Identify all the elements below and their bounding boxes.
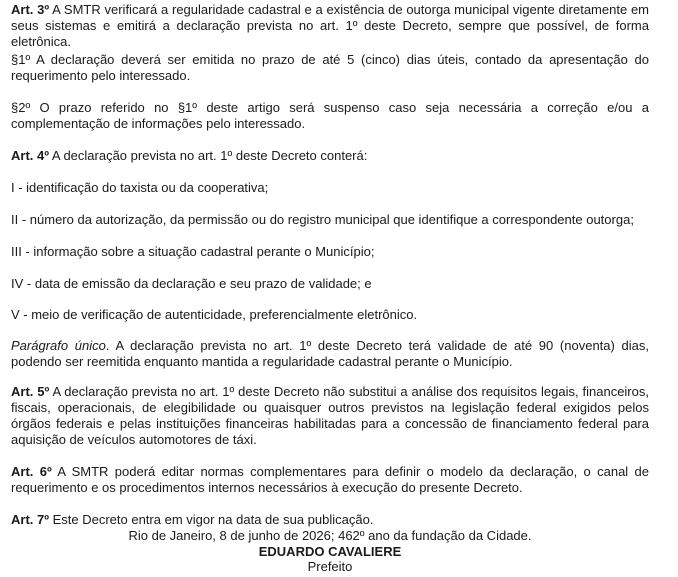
article-4-text: A declaração prevista no art. 1º deste Decreto conterá: (48, 148, 368, 163)
article-3-paragraph-1: §1º A declaração deverá ser emitida no prazo de até 5 (cinco) dias úteis, contado da apresentação do requerimento pelo interessado. (11, 52, 649, 83)
sole-paragraph-label: Parágrafo único (11, 338, 106, 353)
article-6 (11, 464, 649, 496)
article-7-label: Art. 7º (11, 512, 49, 527)
article-4-item-ii: II - número da autorização, da permissão ou do registro municipal que identifique a correspondente outorga; (11, 212, 634, 227)
article-4-item-iv: IV - data de emissão da declaração e seu prazo de validade; e (11, 276, 372, 291)
article-7 (11, 512, 649, 528)
article-6-label: Art. 6º (11, 464, 52, 479)
sole-paragraph-text: . A declaração prevista no art. 1º deste Decreto terá validade de até 90 (noventa) dias, podendo ser reemitida enquanto mantida a regularidade cadastral perante o Município. (11, 338, 650, 369)
article-7-text: Este Decreto entra em vigor na data de sua publicação. (48, 512, 374, 527)
article-5 (11, 384, 649, 448)
article-5-text: A declaração prevista no art. 1º deste Decreto não substitui a análise dos requisitos legais, financeiros, fiscais, operacionais, de elegibilidade ou quaisquer outros previstos na legislação federal exigidos pelos órgãos federais e pelas instituições financeiras habilitadas para a concessão de financiamento federal para aquisição de veículos automotores de táxi. (11, 384, 649, 447)
article-3-label: Art. 3º (11, 2, 50, 17)
article-4-sole-paragraph (11, 338, 649, 370)
article-3-text: A SMTR verificará a regularidade cadastral e a existência de outorga municipal vigente diretamente em seus sistemas e emitirá a declaração prevista no art. 1º deste Decreto, sempre que possível, de forma eletrônica. (11, 2, 650, 49)
article-4-item-iii: III - informação sobre a situação cadastral perante o Município; (11, 244, 375, 259)
article-3 (11, 2, 649, 50)
article-4-item-i: I - identificação do taxista ou da cooperativa; (11, 180, 269, 195)
signatory-name: EDUARDO CAVALIERE (258, 544, 402, 559)
article-4 (11, 148, 649, 164)
article-6-text: A SMTR poderá editar normas complementares para definir o modelo da declaração, o canal de requerimento e os procedimentos internos necessários à execução do presente Decreto. (11, 464, 649, 495)
signatory-role: Prefeito (307, 559, 353, 574)
article-4-label: Art. 4º (11, 148, 49, 163)
article-3-paragraph-2: §2º O prazo referido no §1º deste artigo será suspenso caso seja necessária a correção e/ou a complementação de informações pelo interessado. (11, 100, 649, 131)
article-5-label: Art. 5º (11, 384, 50, 399)
article-4-item-v: V - meio de verificação de autenticidade, preferencialmente eletrônico. (11, 307, 418, 322)
place-date: Rio de Janeiro, 8 de junho de 2026; 462º ano da fundação da Cidade. (128, 528, 532, 543)
